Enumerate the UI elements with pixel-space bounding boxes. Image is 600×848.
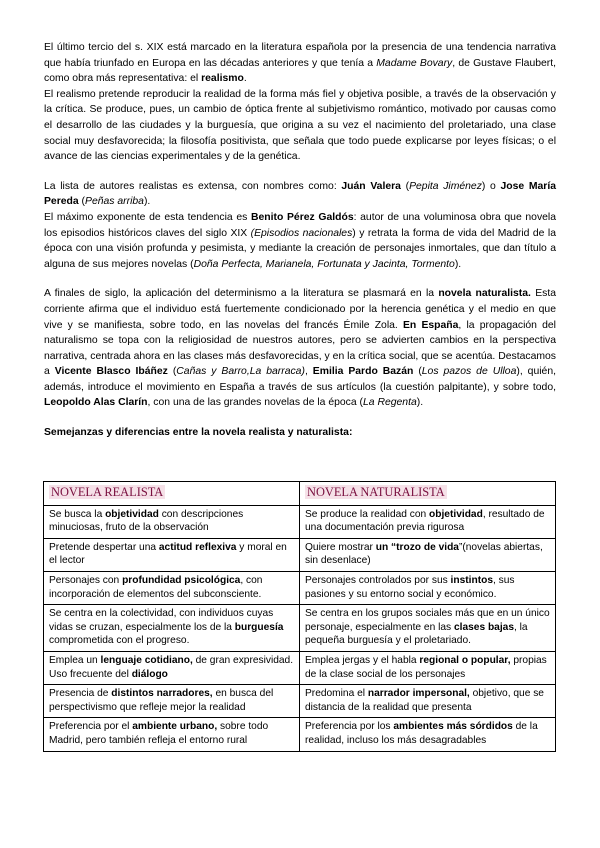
cell-realista: Personajes con profundidad psicológica, con incorporación de elementos del subconsciente. — [44, 571, 300, 604]
table-title: Semejanzas y diferencias entre la novela realista y naturalista: — [44, 427, 353, 439]
table-row — [44, 571, 556, 604]
cell-realista: Presencia de distintos narradores, en busca del perspectivismo que refleje mejor la realidad — [44, 685, 300, 718]
cell-naturalista: Personajes controlados por sus instintos, sus pasiones y su entorno social y económico. — [300, 571, 556, 604]
cell-naturalista: Predomina el narrador impersonal, objetivo, que se distancia de la realidad que presenta — [300, 685, 556, 718]
document-body — [44, 40, 556, 438]
cell-naturalista: Se centra en los grupos sociales más que en un único personaje, especialmente en las clases bajas, la pequeña burguesía y el proletariado. — [300, 605, 556, 652]
table-header-row — [44, 482, 556, 506]
cell-naturalista: Emplea jergas y el habla regional o popular, propias de la clase social de los personajes — [300, 651, 556, 684]
paragraph-realismo: El realismo pretende reproducir la realidad de la forma más fiel y objetiva posible, a través de la observación y la crítica. Se produce, pues, un cambio de óptica frente al subjetivismo romántico, motivado por causas como el desarrollo de las ciudades y la burguesía, que origina a su vez el nacimiento del proletariado, una clase social muy desfavorecida; la filosofía positivista, que señala que todo puede explicarse por leyes físicas; o el avance de las ciencias experimentales y de la genética. — [44, 88, 556, 163]
cell-realista: Se centra en la colectividad, con individuos cuyas vidas se cruzan, especialmente los de la burguesía comprometida con el progreso. — [44, 605, 300, 652]
cell-realista: Emplea un lenguaje cotidiano, de gran expresividad. Uso frecuente del diálogo — [44, 651, 300, 684]
paragraph-naturalismo: A finales de siglo, la aplicación del determinismo a la literatura se plasmará en la novela naturalista. Esta corriente afirma que el individuo está fuertemente condicionado por la herencia genética y el medio en que vive y se manifiesta, sobre todo, en las novelas del francés Émile Zola. En España, la propagación del naturalismo se topa con la religiosidad de nuestros autores, pero se advierten cambios en la perspectiva narrativa, centrada ahora en las clases más desfavorecidas, y en la crítica social, que se acentúa. Destacamos a Vicente Blasco Ibáñez (Cañas y Barro,La barraca), Emilia Pardo Bazán (Los pazos de Ulloa), quién, además, introduce el movimiento en España a través de sus artículos (la cuestión palpitante), y sobre todo, Leopoldo Alas Clarín, con una de las grandes novelas de la época (La Regenta). — [44, 288, 556, 409]
table-row — [44, 685, 556, 718]
cell-realista: Pretende despertar una actitud reflexiva y moral en el lector — [44, 538, 300, 571]
paragraph-autores: La lista de autores realistas es extensa, con nombres como: Juán Valera (Pepita Jiménez) o Jose María Pereda (Peñas arriba). — [44, 180, 556, 208]
cell-naturalista: Preferencia por los ambientes más sórdidos de la realidad, incluso los más desagradables — [300, 718, 556, 751]
table-row — [44, 718, 556, 751]
table-row — [44, 605, 556, 652]
comparison-table — [43, 481, 556, 752]
paragraph-intro: El último tercio del s. XIX está marcado en la literatura española por la presencia de una tendencia narrativa que había triunfado en Europa en las décadas anteriores y que tenía a Madame Bovary, de Gustave Flaubert, como obra más representativa: el realismo. — [44, 42, 557, 85]
table-row — [44, 538, 556, 571]
cell-realista: Se busca la objetividad con descripciones minuciosas, fruto de la observación — [44, 505, 300, 538]
table-row — [44, 651, 556, 684]
cell-naturalista: Quiere mostrar un “trozo de vida”(novelas abiertas, sin desenlace) — [300, 538, 556, 571]
header-naturalista: NOVELA NATURALISTA — [300, 482, 556, 506]
table-row — [44, 505, 556, 538]
cell-naturalista: Se produce la realidad con objetividad, resultado de una documentación previa rigurosa — [300, 505, 556, 538]
header-realista: NOVELA REALISTA — [44, 482, 300, 506]
paragraph-galdos: El máximo exponente de esta tendencia es Benito Pérez Galdós: autor de una voluminosa obra que novela los episodios históricos claves del siglo XIX (Episodios nacionales) y retrata la forma de vida del Madrid de la época con una visión profunda y pesimista, y mediante la creación de personajes inmortales, que dan título a alguna de sus mejores novelas (Doña Perfecta, Marianela, Fortunata y Jacinta, Tormento). — [44, 211, 557, 270]
cell-realista: Preferencia por el ambiente urbano, sobre todo Madrid, pero también refleja el entorno rural — [44, 718, 300, 751]
